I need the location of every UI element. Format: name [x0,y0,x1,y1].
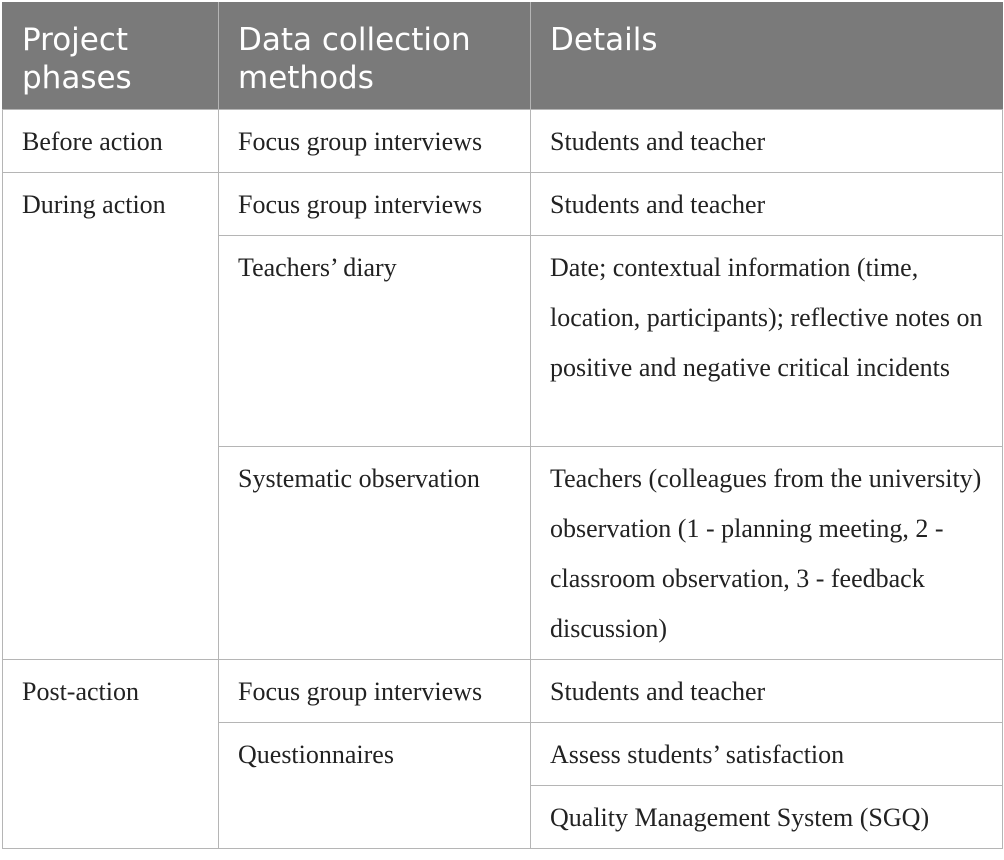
table-row [3,173,1003,236]
method-cell: Focus group interviews [219,173,531,236]
detail-cell: Students and teacher [531,660,1003,723]
method-cell: Focus group interviews [219,110,531,173]
data-collection-table [2,2,1003,849]
method-cell: Teachers’ diary [219,236,531,447]
method-cell: Focus group interviews [219,660,531,723]
detail-cell: Students and teacher [531,110,1003,173]
table-header-row [3,2,1003,110]
phase-post-action: Post-action [3,660,219,849]
column-header-details: Details [531,2,1003,110]
method-cell: Systematic observation [219,447,531,660]
detail-cell: Quality Management System (SGQ) [531,786,1003,849]
phase-during-action: During action [3,173,219,660]
table-row [3,660,1003,723]
detail-cell: Date; contextual information (time, location, participants); reflective notes on positive and negative critical incidents [531,236,1003,447]
phase-before-action: Before action [3,110,219,173]
column-header-data-collection-methods: Data collection methods [219,2,531,110]
detail-cell: Teachers (colleagues from the university) observation (1 - planning meeting, 2 - classroom observation, 3 - feedback discussion) [531,447,1003,660]
detail-cell: Assess students’ satisfaction [531,723,1003,786]
column-header-project-phases: Project phases [3,2,219,110]
detail-cell: Students and teacher [531,173,1003,236]
table-row [3,110,1003,173]
method-cell: Questionnaires [219,723,531,849]
